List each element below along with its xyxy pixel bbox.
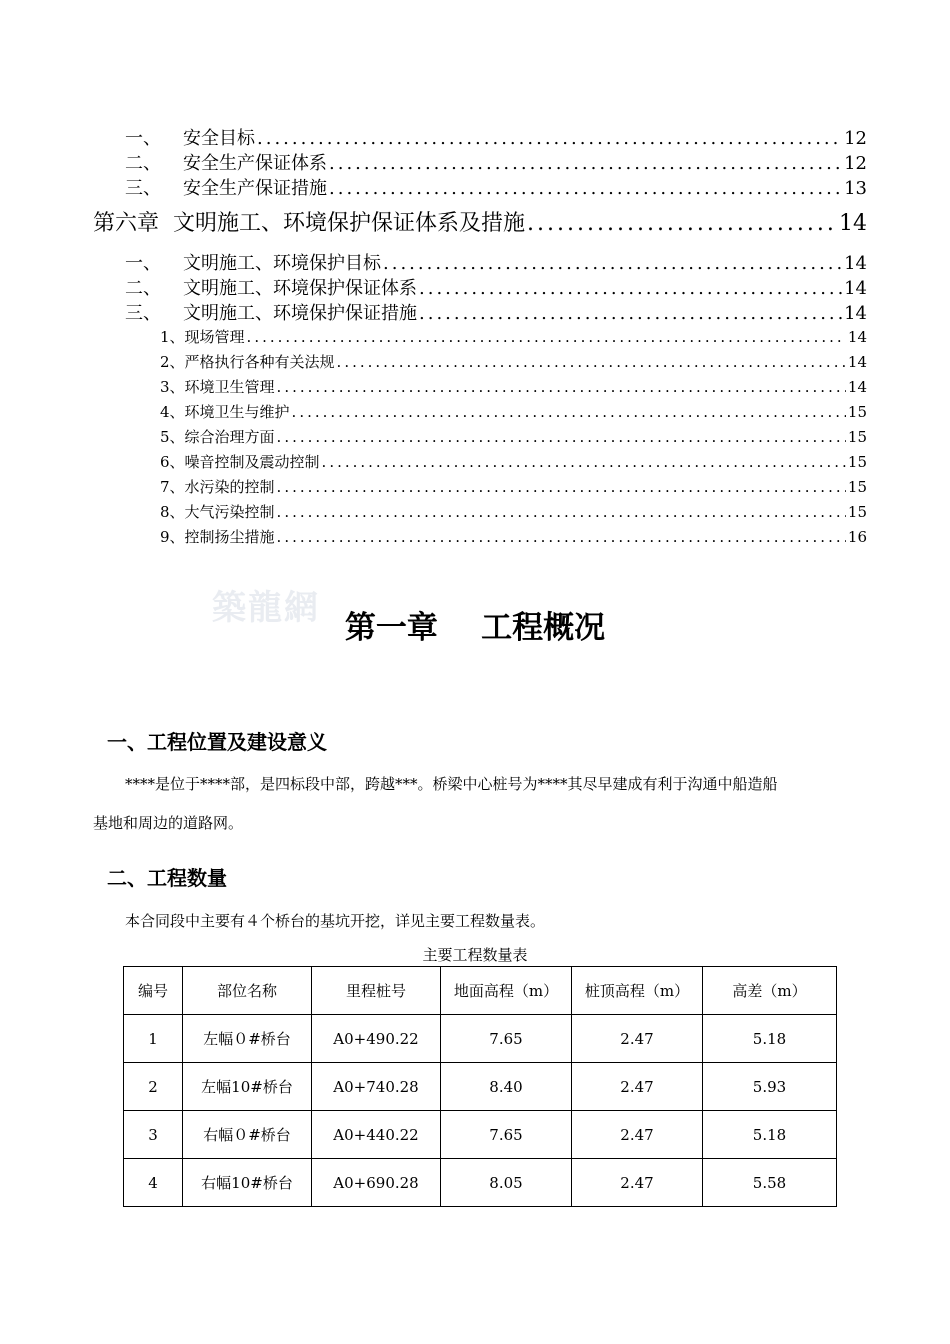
toc-entry-title: 安全目标 [183, 128, 255, 149]
table-cell: 2.47 [572, 1111, 703, 1159]
toc-subentry[interactable] [160, 326, 867, 351]
toc-entry-title: 安全生产保证体系 [183, 153, 327, 174]
toc-subentry-title: 6、噪音控制及震动控制 [160, 453, 320, 471]
toc-entry-number: 二、 [125, 278, 161, 299]
table-row [124, 1111, 837, 1159]
toc-entry-page: 16 [847, 528, 867, 546]
table-cell: 右幅０#桥台 [183, 1111, 312, 1159]
chapter-title: 第一章 工程概况 [344, 610, 606, 646]
toc-entry[interactable] [125, 124, 867, 149]
table-row [124, 1159, 837, 1207]
toc-entry[interactable] [125, 274, 867, 299]
toc-entry-page: 15 [847, 453, 867, 471]
toc-entry-number: 一、 [125, 128, 161, 149]
toc-entry-page: 14 [844, 303, 867, 324]
quantity-table [123, 966, 837, 1207]
toc-entry-page: 14 [847, 378, 867, 396]
section-heading: 二、工程数量 [107, 866, 227, 890]
table-cell: 右幅10#桥台 [183, 1159, 312, 1207]
toc-subentry-title: 2、严格执行各种有关法规 [160, 353, 335, 371]
table-cell: 5.18 [703, 1015, 837, 1063]
toc-subentry[interactable] [160, 501, 867, 526]
toc-entry-page: 13 [844, 178, 867, 199]
toc-leader-dots [329, 178, 842, 199]
table-cell: 左幅10#桥台 [183, 1063, 312, 1111]
table-cell: 2 [124, 1063, 183, 1111]
toc-entry-number: 二、 [125, 153, 161, 174]
table-cell: A0+740.28 [312, 1063, 441, 1111]
table-cell: 1 [124, 1015, 183, 1063]
column-header: 里程桩号 [312, 967, 441, 1015]
toc-entry[interactable] [125, 174, 867, 199]
table-cell: 8.40 [441, 1063, 572, 1111]
toc-entry-title: 安全生产保证措施 [183, 178, 327, 199]
toc-leader-dots [247, 328, 846, 346]
column-header: 高差（m） [703, 967, 837, 1015]
toc-leader-dots [277, 428, 846, 446]
toc-subentry-title: 4、环境卫生与维护 [160, 403, 290, 421]
toc-subentry[interactable] [160, 376, 867, 401]
toc-subentry[interactable] [160, 401, 867, 426]
toc-subentry-title: 9、控制扬尘措施 [160, 528, 275, 546]
table-cell: 5.93 [703, 1063, 837, 1111]
table-header-row [124, 967, 837, 1015]
toc-chapter-label: 第六章 [93, 211, 160, 236]
table-cell: 2.47 [572, 1015, 703, 1063]
toc-leader-dots [419, 278, 842, 299]
toc-leader-dots [322, 453, 846, 471]
toc-entry-page: 15 [847, 478, 867, 496]
toc-entry-number: 三、 [125, 303, 161, 324]
section-heading: 一、工程位置及建设意义 [107, 730, 327, 754]
toc-entry-page: 14 [844, 253, 867, 274]
toc-entry-page: 14 [847, 328, 867, 346]
table-cell: 3 [124, 1111, 183, 1159]
column-header: 桩顶高程（m） [572, 967, 703, 1015]
paragraph-line: 本合同段中主要有４个桥台的基坑开挖，详见主要工程数量表。 [125, 912, 546, 930]
table-cell: 7.65 [441, 1015, 572, 1063]
toc-entry-page: 15 [847, 428, 867, 446]
toc-entry-page: 12 [844, 153, 867, 174]
table-cell: 7.65 [441, 1111, 572, 1159]
table-row [124, 1063, 837, 1111]
toc-leader-dots [277, 503, 846, 521]
toc-subentry[interactable] [160, 426, 867, 451]
toc-leader-dots [419, 303, 842, 324]
toc-entry-title: 文明施工、环境保护目标 [183, 253, 381, 274]
toc-leader-dots [257, 128, 842, 149]
watermark-logo: 築龍網 [212, 588, 320, 628]
table-cell: 4 [124, 1159, 183, 1207]
toc-entry-title: 文明施工、环境保护保证措施 [183, 303, 417, 324]
toc-subentry[interactable] [160, 476, 867, 501]
toc-leader-dots [277, 378, 846, 396]
toc-subentry-title: 7、水污染的控制 [160, 478, 275, 496]
table-cell: 5.58 [703, 1159, 837, 1207]
toc-leader-dots [383, 253, 842, 274]
table-cell: A0+490.22 [312, 1015, 441, 1063]
column-header: 地面高程（m） [441, 967, 572, 1015]
column-header: 编号 [124, 967, 183, 1015]
toc-subentry-title: 5、综合治理方面 [160, 428, 275, 446]
table-cell: A0+440.22 [312, 1111, 441, 1159]
toc-chapter-title: 文明施工、环境保护保证体系及措施 [173, 211, 526, 236]
paragraph-line: 基地和周边的道路网。 [93, 814, 244, 832]
toc-entry-number: 三、 [125, 178, 161, 199]
toc-entry[interactable] [125, 149, 867, 174]
toc-entry-title: 文明施工、环境保护保证体系 [183, 278, 417, 299]
toc-subentry[interactable] [160, 526, 867, 551]
toc-leader-dots [329, 153, 842, 174]
toc-subentry-title: 1、现场管理 [160, 328, 245, 346]
toc-leader-dots [292, 403, 846, 421]
toc-entry-page: 15 [847, 503, 867, 521]
table-cell: 2.47 [572, 1159, 703, 1207]
column-header: 部位名称 [183, 967, 312, 1015]
toc-entry-number: 一、 [125, 253, 161, 274]
table-cell: 8.05 [441, 1159, 572, 1207]
toc-leader-dots [337, 353, 846, 371]
table-caption: 主要工程数量表 [422, 946, 528, 964]
table-row [124, 1015, 837, 1063]
toc-subentry-title: 8、大气污染控制 [160, 503, 275, 521]
toc-subentry[interactable] [160, 351, 867, 376]
toc-entry-page: 12 [844, 128, 867, 149]
toc-subentry[interactable] [160, 451, 867, 476]
toc-entry-page: 14 [839, 211, 867, 236]
toc-leader-dots [277, 528, 846, 546]
table-cell: 左幅０#桥台 [183, 1015, 312, 1063]
toc-chapter-entry[interactable] [93, 206, 867, 238]
toc-entry-page: 14 [847, 353, 867, 371]
toc-leader-dots [277, 478, 846, 496]
table-cell: 5.18 [703, 1111, 837, 1159]
toc-entry[interactable] [125, 299, 867, 324]
toc-entry-page: 15 [847, 403, 867, 421]
table-cell: 2.47 [572, 1063, 703, 1111]
toc-subentry-title: 3、环境卫生管理 [160, 378, 275, 396]
table-cell: A0+690.28 [312, 1159, 441, 1207]
toc-leader-dots [527, 211, 837, 236]
paragraph-line: ****是位于****部，是四标段中部，跨越***。桥梁中心桩号为****其尽早建成有利于沟通中船造船 [125, 775, 778, 793]
toc-entry-page: 14 [844, 278, 867, 299]
toc-entry[interactable] [125, 249, 867, 274]
